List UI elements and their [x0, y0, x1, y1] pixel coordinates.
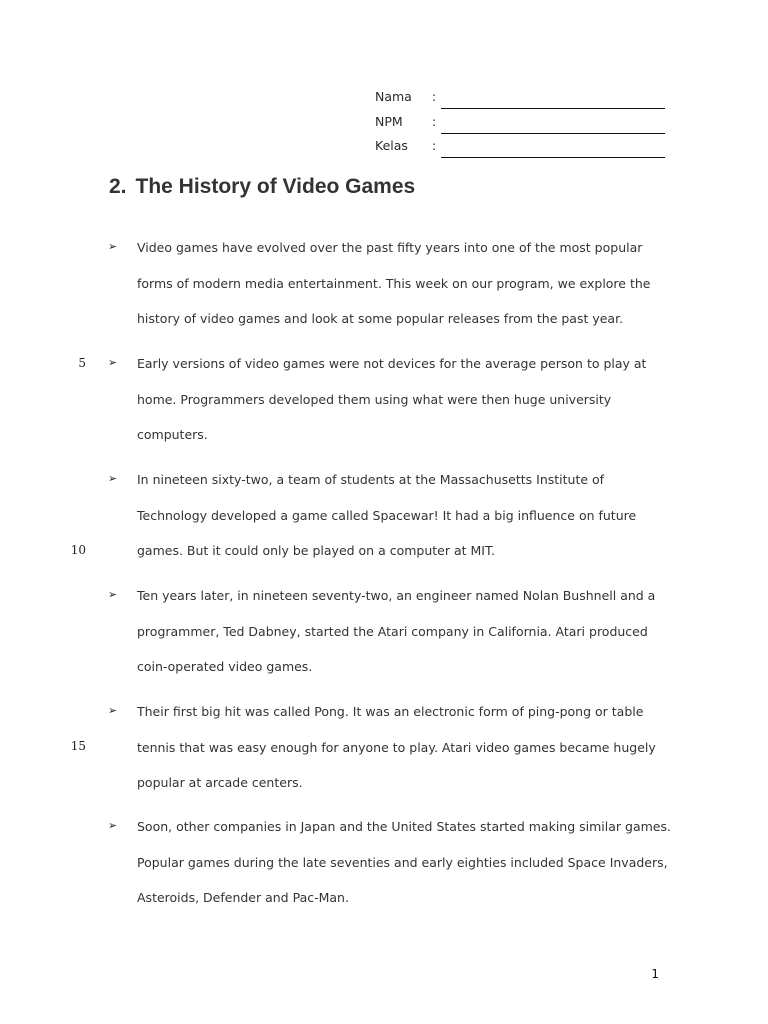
line-number-5: 5 [78, 356, 86, 370]
paragraph-line: Technology developed a game called Spacewar! It had a big influence on future [137, 507, 637, 523]
nama-colon: : [432, 89, 437, 104]
paragraph-line: Early versions of video games were not devices for the average person to play at [137, 356, 647, 371]
npm-field-row [375, 111, 675, 136]
paragraph-line: home. Programmers developed them using what were then huge university [137, 391, 612, 407]
line-number-15: 15 [70, 739, 86, 753]
student-info-fields [375, 86, 675, 160]
nama-blank-line [441, 108, 665, 109]
paragraph-2 [137, 346, 682, 453]
paragraph-line: coin-operated video games. [137, 659, 313, 675]
arrow-bullet-icon: ➢ [108, 356, 118, 369]
paragraph-line: popular at arcade centers. [137, 775, 303, 791]
paragraph-line: computers. [137, 427, 208, 443]
kelas-colon: : [432, 138, 437, 153]
paragraph-line: Ten years later, in nineteen seventy-two, an engineer named Nolan Bushnell and a [137, 588, 656, 603]
arrow-bullet-icon: ➢ [108, 472, 118, 485]
paragraph-line: Their first big hit was called Pong. It was an electronic form of ping-pong or table [137, 704, 644, 719]
page-number: 1 [651, 967, 659, 981]
paragraph-6 [137, 809, 682, 916]
kelas-label: Kelas [375, 138, 408, 153]
paragraph-line: history of video games and look at some popular releases from the past year. [137, 311, 624, 327]
arrow-bullet-icon: ➢ [108, 704, 118, 717]
paragraph-line: games. But it could only be played on a computer at MIT. [137, 543, 496, 559]
paragraph-1 [137, 230, 682, 337]
page-title [109, 175, 415, 199]
paragraph-3 [137, 462, 682, 569]
paragraph-line: Asteroids, Defender and Pac-Man. [137, 890, 349, 906]
paragraph-line: Soon, other companies in Japan and the United States started making similar games. [137, 819, 671, 834]
paragraph-5 [137, 694, 682, 801]
arrow-bullet-icon: ➢ [108, 819, 118, 832]
title-text: The History of Video Games [135, 175, 416, 198]
nama-label: Nama [375, 89, 412, 104]
paragraph-line: tennis that was easy enough for anyone to play. Atari video games became hugely [137, 739, 656, 755]
arrow-bullet-icon: ➢ [108, 240, 118, 253]
paragraph-4 [137, 578, 682, 685]
nama-field-row [375, 86, 675, 111]
paragraph-line: forms of modern media entertainment. This week on our program, we explore the [137, 275, 651, 291]
paragraph-line: Video games have evolved over the past fifty years into one of the most popular [137, 240, 643, 255]
paragraph-line: In nineteen sixty-two, a team of students at the Massachusetts Institute of [137, 472, 605, 487]
npm-label: NPM [375, 113, 403, 129]
line-number-10: 10 [70, 543, 86, 557]
npm-blank-line [441, 133, 665, 134]
paragraph-line: Popular games during the late seventies and early eighties included Space Invaders, [137, 854, 668, 870]
section-number: 2. [109, 175, 127, 198]
arrow-bullet-icon: ➢ [108, 588, 118, 601]
npm-colon: : [432, 113, 437, 129]
kelas-field-row [375, 135, 675, 160]
paragraph-line: programmer, Ted Dabney, started the Atari company in California. Atari produced [137, 623, 648, 639]
kelas-blank-line [441, 157, 665, 158]
